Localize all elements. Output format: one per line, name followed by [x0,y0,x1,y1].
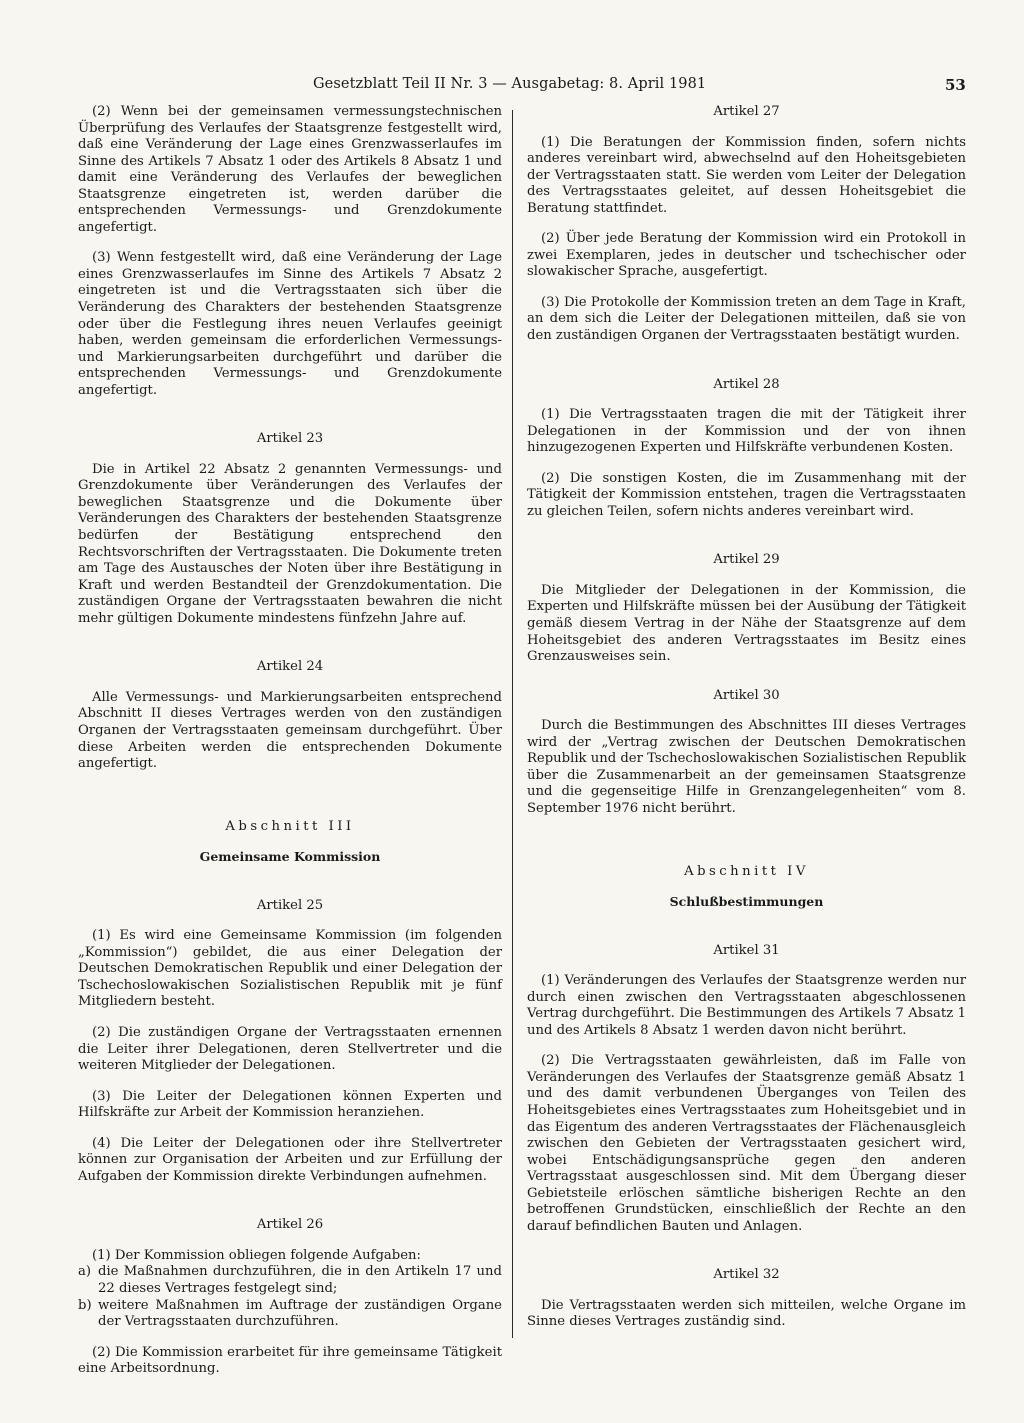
article-25-heading: Artikel 25 [256,897,324,913]
art31-para-1: (1) Veränderungen des Verlaufes der Staatsgrenze werden nur durch einen zwischen den Vertragsstaaten abgeschlossenen Vertrag durchgeführt. Die Bestimmungen des Artikels 7 Absatz 1 und des Artikels 8 Absatz 1 werden davon nicht berührt. [527,973,966,1038]
art32-para-1: Die Vertragsstaaten werden sich mitteilen, welche Organe im Sinne dieses Vertrages zuständig sind. [527,1297,966,1330]
page-number: 53 [945,76,966,94]
art26-para-2: (2) Die Kommission erarbeitet für ihre gemeinsame Tätigkeit eine Arbeitsordnung. [78,1344,502,1377]
art25-para-4: (4) Die Leiter der Delegationen oder ihre Stellvertreter können zur Organisation der Arbeiten und zur Erfüllung der Aufgaben der Kommission direkte Verbindungen aufnehmen. [78,1135,502,1184]
article-28-heading: Artikel 28 [713,376,780,392]
art30-para-1: Durch die Bestimmungen des Abschnittes III dieses Vertrages wird der „Vertrag zwischen der Deutschen Demokratischen Republik und der Tschechoslowakischen Sozialistischen Republik über die Zusammenarbeit an der gemeinsamen Staatsgrenze und die gegenseitige Hilfe in Grenzangelegenheiten“ vom 8. September 1976 nicht berührt. [527,718,967,816]
art28-para-1: (1) Die Vertragsstaaten tragen die mit der Tätigkeit ihrer Delegationen in der Kommission und der von ihnen hinzugezogenen Experten und Hilfskräfte verbundenen Kosten. [527,407,966,456]
art31-para-2: (2) Die Vertragsstaaten gewährleisten, daß im Falle von Veränderungen des Verlaufes der Staatsgrenze gemäß Absatz 1 und des damit verbundenen Überganges von Teilen des Hoheitsgebietes eines Vertragsstaates zum Hoheitsgebiet und in das Eigentum des anderen Vertragsstaates der Flächenausgleich zwischen den Gebieten der Vertragsstaaten gesichert wird, wobei Entschädigungsansprüche gegen den anderen Vertragsstaat ausgeschlossen sind. Mit dem Übergang dieser Gebietsteile erlöschen sämtliche bisherigen Rechte an den betroffenen Grundstücken, einschließlich der Rechte an den darauf befindlichen Bauten und Anlagen. [527,1053,966,1234]
section-4-heading: Abschnitt IV [684,863,809,879]
art23-para-1: Die in Artikel 22 Absatz 2 genannten Vermessungs- und Grenzdokumente über Veränderungen des Verlaufes der beweglichen Staatsgrenze und die Dokumente über Veränderungen des Charakters der bestehenden Staatsgrenze bedürfen der Bestätigung entsprechend den Rechtsvorschriften der Vertragsstaaten. Die Dokumente treten am Tage des Austausches der Noten über ihre Bestätigung in Kraft und werden Bestandteil der Grenzdokumentation. Die zuständigen Organe der Vertragsstaaten bewahren die nicht mehr gültigen Dokumente mindestens fünfzehn Jahre auf. [78,461,502,626]
section-3-title: Gemeinsame Kommission [199,849,381,865]
article-27-heading: Artikel 27 [713,104,780,119]
right-column [527,104,966,1331]
section-3-heading: Abschnitt III [225,818,355,834]
left-column [78,104,502,1378]
section-4-title: Schlußbestimmungen [669,894,824,910]
header-title: Gesetzblatt Teil II Nr. 3 — Ausgabetag: 8. April 1981 [313,76,707,92]
article-23-heading: Artikel 23 [256,431,324,447]
art28-para-2: (2) Die sonstigen Kosten, die im Zusammenhang mit der Tätigkeit der Kommission entstehen, tragen die Vertragsstaaten zu gleichen Teilen, sofern nichts anderes vereinbart wird. [527,470,966,519]
list-item [78,1264,502,1297]
art29-para-1: Die Mitglieder der Delegationen in der Kommission, die Experten und Hilfskräfte müssen bei der Ausübung der Tätigkeit gemäß diesem Vertrag in der Nähe der Staatsgrenze auf dem Hoheitsgebiet des anderen Vertragsstaates im Besitz eines Grenzausweises sein. [527,582,966,665]
art25-para-2: (2) Die zuständigen Organe der Vertragsstaaten ernennen die Leiter ihrer Delegationen, deren Stellvertreter und die weiteren Mitglieder der Delegationen. [78,1024,502,1074]
art27-para-2: (2) Über jede Beratung der Kommission wird ein Protokoll in zwei Exemplaren, jedes in deutscher und tschechischer oder slowakischer Sprache, ausgefertigt. [527,231,966,280]
art22-para-2: (2) Wenn bei der gemeinsamen vermessungstechnischen Überprüfung des Verlaufes der Staatsgrenze festgestellt wird, daß eine Veränderung der Lage eines Grenzwasserlaufes im Sinne des Artikels 7 Absatz 1 oder des Artikels 8 Absatz 1 und damit eine Veränderung des Verlaufes der beweglichen Staatsgrenze eingetreten ist, werden darüber die entsprechenden Vermessungs- und Grenzdokumente angefertigt. [78,104,502,235]
article-24-heading: Artikel 24 [256,659,324,675]
art27-para-1: (1) Die Beratungen der Kommission finden, sofern nichts anderes vereinbart wird, abwechselnd auf den Hoheitsgebieten der Vertragsstaaten statt. Sie werden vom Leiter der Delegation des Vertragsstaates geleitet, auf dessen Hoheitsgebiet die Beratung stattfindet. [527,134,966,216]
art22-para-3: (3) Wenn festgestellt wird, daß eine Veränderung der Lage eines Grenzwasserlaufes im Sinne des Artikels 7 Absatz 2 eingetreten ist und die Vertragsstaaten sich über die Veränderung des Charakters der bestehenden Staatsgrenze oder über die Festlegung ihres neuen Verlaufes geeinigt haben, werden gemeinsam die erforderlichen Vermessungs- und Markierungsarbeiten durchgeführt und darüber die entsprechenden Vermessungs- und Grenzdokumente angefertigt. [78,250,502,398]
list-item-text: die Maßnahmen durchzuführen, die in den Artikeln 17 und 22 dieses Vertrages festgelegt sind; [98,1264,502,1296]
article-32-heading: Artikel 32 [713,1267,780,1283]
art25-para-1: (1) Es wird eine Gemeinsame Kommission (im folgenden „Kommission“) gebildet, die aus einer Delegation der Deutschen Demokratischen Republik und einer Delegation der Tschechoslowakischen Sozialistischen Republik mit je fünf Mitgliedern besteht. [78,928,502,1010]
running-header [0,76,1024,98]
article-31-heading: Artikel 31 [713,942,780,958]
art24-para-1: Alle Vermessungs- und Markierungsarbeiten entsprechend Abschnitt II dieses Vertrages werden von den zuständigen Organen der Vertragsstaaten gemeinsam durchgeführt. Über diese Arbeiten werden die entsprechenden Dokumente angefertigt. [78,689,502,772]
art25-para-3: (3) Die Leiter der Delegationen können Experten und Hilfskräfte zur Arbeit der Kommission heranziehen. [78,1088,502,1121]
art26-para-1: (1) Der Kommission obliegen folgende Aufgaben: [92,1247,421,1263]
article-26-heading: Artikel 26 [256,1217,324,1233]
list-item-label: b) [78,1297,92,1313]
column-divider [512,110,513,1338]
art27-para-3: (3) Die Protokolle der Kommission treten an dem Tage in Kraft, an dem sich die Leiter der Delegationen mitteilen, daß sie von den zuständigen Organen der Vertragsstaaten bestätigt wurden. [527,294,966,344]
article-30-heading: Artikel 30 [713,687,780,703]
list-item [78,1298,502,1331]
article-29-heading: Artikel 29 [713,552,780,568]
list-item-label: a) [78,1264,92,1280]
list-item-text: weitere Maßnahmen im Auftrage der zuständigen Organe der Vertragsstaaten durchzuführen. [98,1297,502,1330]
